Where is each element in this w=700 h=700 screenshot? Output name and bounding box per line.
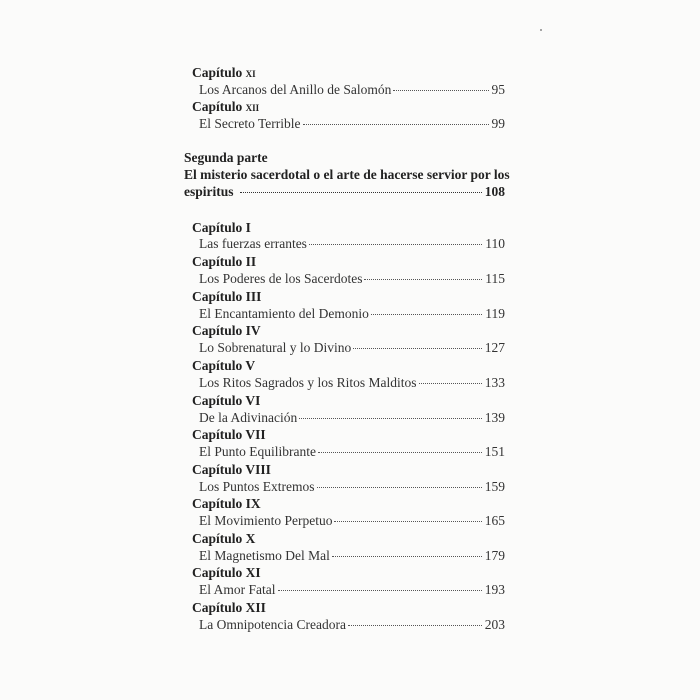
page-number: 179 [484,548,505,563]
dot-leader [371,313,482,315]
toc-entry [199,478,505,496]
entry-title: El Magnetismo Del Mal [199,548,330,563]
page-number: 133 [484,375,505,390]
part-title-line: El misterio sacerdotal o el arte de hacerse servior por los [184,167,510,182]
entry-title: Los Puntos Extremos [199,479,315,494]
entry-title: El Secreto Terrible [199,116,301,131]
dot-leader [332,555,482,557]
dot-leader [303,123,489,125]
page-number: 203 [484,617,505,632]
entry-title: Lo Sobrenatural y lo Divino [199,340,352,355]
toc-entry [199,616,505,634]
chapter-heading: Capítulo V [192,358,256,373]
dot-leader [353,347,482,349]
entry-title: El Punto Equilibrante [199,444,316,459]
page-number: 108 [484,184,505,199]
chapter-heading: Capítulo XII [192,600,266,615]
page-speck [540,29,542,31]
dot-leader [348,624,482,626]
entry-title: Las fuerzas errantes [199,236,307,251]
page-number: 95 [491,82,505,97]
entry-title: El Encantamiento del Demonio [199,306,369,321]
page-number: 115 [485,271,505,286]
dot-leader [364,278,482,280]
part-title-line: espiritus [184,184,234,199]
chapter-heading: Capítulo VI [192,393,261,408]
chapter-heading: Capítulo II [192,254,257,269]
part-label: Segunda parte [184,150,268,165]
chapter-heading: Capítulo IX [192,496,261,511]
part-title-entry [184,183,505,201]
page-number: 151 [484,444,505,459]
chapter-heading: Capítulo VII [192,427,266,442]
toc-entry [199,235,505,253]
dot-leader [299,417,482,419]
page-number: 193 [484,582,505,597]
page-number: 165 [484,513,505,528]
toc-entry [199,81,505,99]
toc-entry [199,339,505,357]
page-number: 159 [484,479,505,494]
chapter-heading: Capítulo XI [192,565,261,580]
dot-leader [317,486,482,488]
chapter-heading: Capítulo X [192,531,256,546]
dot-leader [393,89,488,91]
dot-leader [240,191,482,193]
toc-entry [199,443,505,461]
dot-leader [278,589,482,591]
chapter-heading: Capítulo xi [192,65,256,80]
page-number: 127 [484,340,505,355]
toc-entry [199,374,505,392]
toc-entry [199,512,505,530]
chapter-heading: Capítulo III [192,289,262,304]
toc-entry [199,305,505,323]
dot-leader [318,451,482,453]
dot-leader [334,520,481,522]
entry-title: La Omnipotencia Creadora [199,617,346,632]
chapter-heading: Capítulo VIII [192,462,271,477]
entry-title: De la Adivinación [199,410,298,425]
toc-entry [199,409,505,427]
entry-title: Los Poderes de los Sacerdotes [199,271,363,286]
chapter-heading: Capítulo xii [192,99,260,114]
entry-title: Los Arcanos del Anillo de Salomón [199,82,392,97]
entry-title: El Amor Fatal [199,582,276,597]
dot-leader [419,382,482,384]
page-number: 110 [485,236,505,251]
toc-entry [199,547,505,565]
toc-entry [199,270,505,288]
dot-leader [309,243,482,245]
entry-title: Los Ritos Sagrados y los Ritos Malditos [199,375,417,390]
chapter-heading: Capítulo I [192,220,251,235]
chapter-heading: Capítulo IV [192,323,261,338]
toc-entry [199,581,505,599]
entry-title: El Movimiento Perpetuo [199,513,333,528]
page-number: 119 [485,306,505,321]
page-number: 99 [491,116,505,131]
toc-entry [199,115,505,133]
page-number: 139 [484,410,505,425]
